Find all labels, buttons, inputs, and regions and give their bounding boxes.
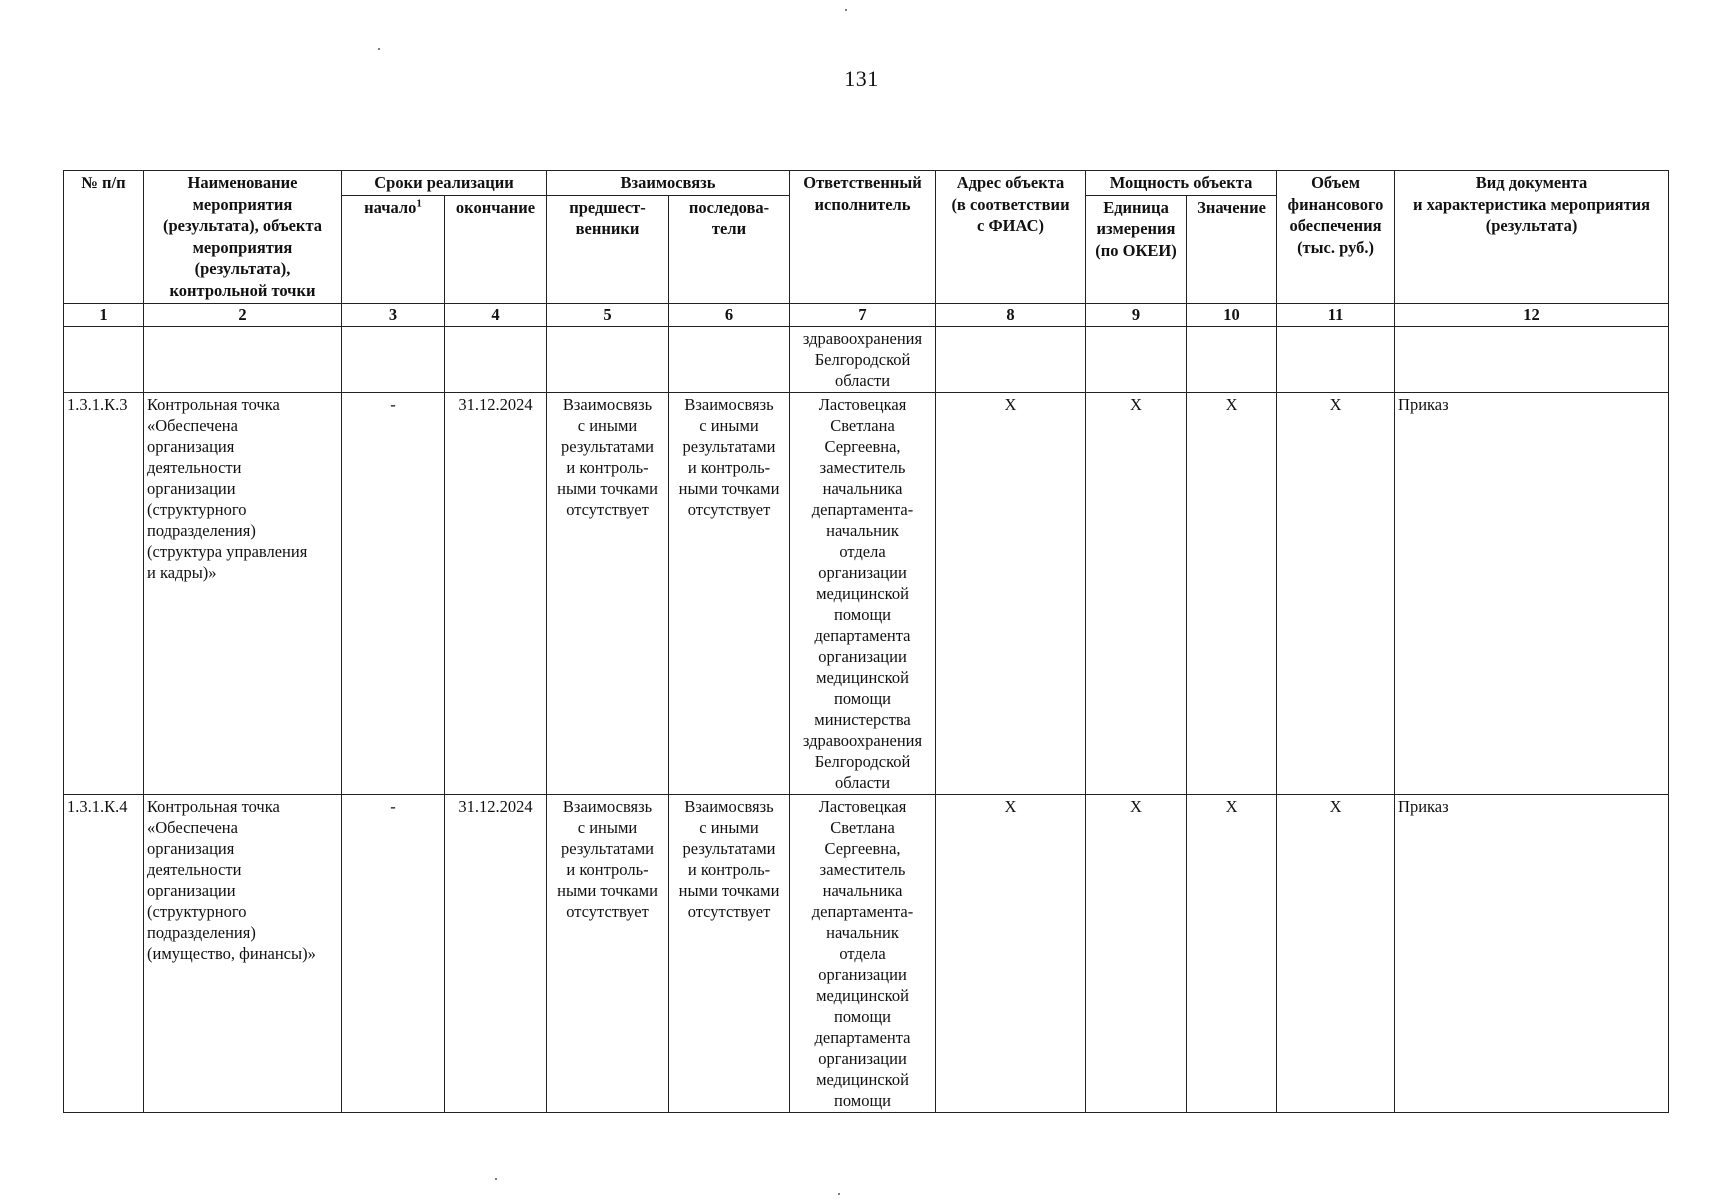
table-row <box>64 392 1669 794</box>
row-start: - <box>342 392 445 794</box>
column-number: 1 <box>64 303 144 326</box>
row-code: 1.3.1.К.4 <box>64 794 144 1112</box>
row-name: Контрольная точка «Обеспечена организация деятельности организации (структурного подразделения) (имущество, финансы)» <box>144 794 342 1112</box>
table-cell <box>342 326 445 392</box>
row-responsible: Ластовецкая Светлана Сергеевна, заместитель начальника департамента- начальник отдела организации медицинской помощи департамента организации медицинской помощи министерства здравоохранения Белгородской области <box>790 392 936 794</box>
header-successors: последова- тели <box>669 195 790 303</box>
responsible-continuation: здравоохранения Белгородской области <box>790 326 936 392</box>
row-finance: X <box>1277 392 1395 794</box>
continuation-row <box>64 326 1669 392</box>
implementation-plan-table <box>63 170 1669 1113</box>
row-finance: X <box>1277 794 1395 1112</box>
header-doc-type: Вид документа и характеристика мероприятия (результата) <box>1395 171 1669 304</box>
table-cell <box>936 326 1086 392</box>
header-end: окончание <box>445 195 547 303</box>
row-value: X <box>1187 794 1277 1112</box>
row-address: X <box>936 794 1086 1112</box>
row-doc-type: Приказ <box>1395 392 1669 794</box>
row-unit: X <box>1086 392 1187 794</box>
column-number: 10 <box>1187 303 1277 326</box>
table-cell <box>144 326 342 392</box>
table-cell <box>445 326 547 392</box>
header-unit: Единица измерения (по ОКЕИ) <box>1086 195 1187 303</box>
scan-speck <box>845 9 847 11</box>
page-number: 131 <box>844 66 879 91</box>
header-start <box>342 195 445 303</box>
row-address: X <box>936 392 1086 794</box>
header-value: Значение <box>1187 195 1277 303</box>
table-cell <box>669 326 790 392</box>
header-link: Взаимосвязь <box>547 171 790 196</box>
header-row-top <box>64 171 1669 196</box>
table-cell <box>1395 326 1669 392</box>
header-start-footnote: 1 <box>416 197 422 209</box>
row-predecessors: Взаимосвязь с иными результатами и контроль- ными точками отсутствует <box>547 392 669 794</box>
scan-speck <box>838 1193 840 1195</box>
column-number-row <box>64 303 1669 326</box>
row-end: 31.12.2024 <box>445 794 547 1112</box>
table-cell <box>547 326 669 392</box>
row-value: X <box>1187 392 1277 794</box>
header-number: № п/п <box>64 171 144 304</box>
table-row <box>64 794 1669 1112</box>
table-cell <box>1086 326 1187 392</box>
row-responsible: Ластовецкая Светлана Сергеевна, заместитель начальника департамента- начальник отдела организации медицинской помощи департамента организации медицинской помощи <box>790 794 936 1112</box>
row-code: 1.3.1.К.3 <box>64 392 144 794</box>
header-finance: Объем финансового обеспечения (тыс. руб.) <box>1277 171 1395 304</box>
column-number: 5 <box>547 303 669 326</box>
table-cell <box>1277 326 1395 392</box>
header-address: Адрес объекта (в соответствии с ФИАС) <box>936 171 1086 304</box>
table-cell <box>64 326 144 392</box>
header-name: Наименование мероприятия (результата), объекта мероприятия (результата), контрольной точки <box>144 171 342 304</box>
column-number: 12 <box>1395 303 1669 326</box>
header-start-label: начало <box>364 197 417 217</box>
column-number: 3 <box>342 303 445 326</box>
row-start: - <box>342 794 445 1112</box>
row-predecessors: Взаимосвязь с иными результатами и контроль- ными точками отсутствует <box>547 794 669 1112</box>
column-number: 7 <box>790 303 936 326</box>
column-number: 9 <box>1086 303 1187 326</box>
column-number: 6 <box>669 303 790 326</box>
scan-speck <box>378 48 380 50</box>
row-doc-type: Приказ <box>1395 794 1669 1112</box>
row-name: Контрольная точка «Обеспечена организация деятельности организации (структурного подразделения) (структура управления и кадры)» <box>144 392 342 794</box>
scan-speck <box>495 1178 497 1180</box>
row-successors: Взаимосвязь с иными результатами и контроль- ными точками отсутствует <box>669 392 790 794</box>
column-number: 4 <box>445 303 547 326</box>
table-cell <box>1187 326 1277 392</box>
row-end: 31.12.2024 <box>445 392 547 794</box>
row-successors: Взаимосвязь с иными результатами и контроль- ными точками отсутствует <box>669 794 790 1112</box>
column-number: 11 <box>1277 303 1395 326</box>
header-predecessors: предшест- венники <box>547 195 669 303</box>
column-number: 8 <box>936 303 1086 326</box>
column-number: 2 <box>144 303 342 326</box>
header-terms: Сроки реализации <box>342 171 547 196</box>
header-responsible: Ответственный исполнитель <box>790 171 936 304</box>
row-unit: X <box>1086 794 1187 1112</box>
header-capacity: Мощность объекта <box>1086 171 1277 196</box>
